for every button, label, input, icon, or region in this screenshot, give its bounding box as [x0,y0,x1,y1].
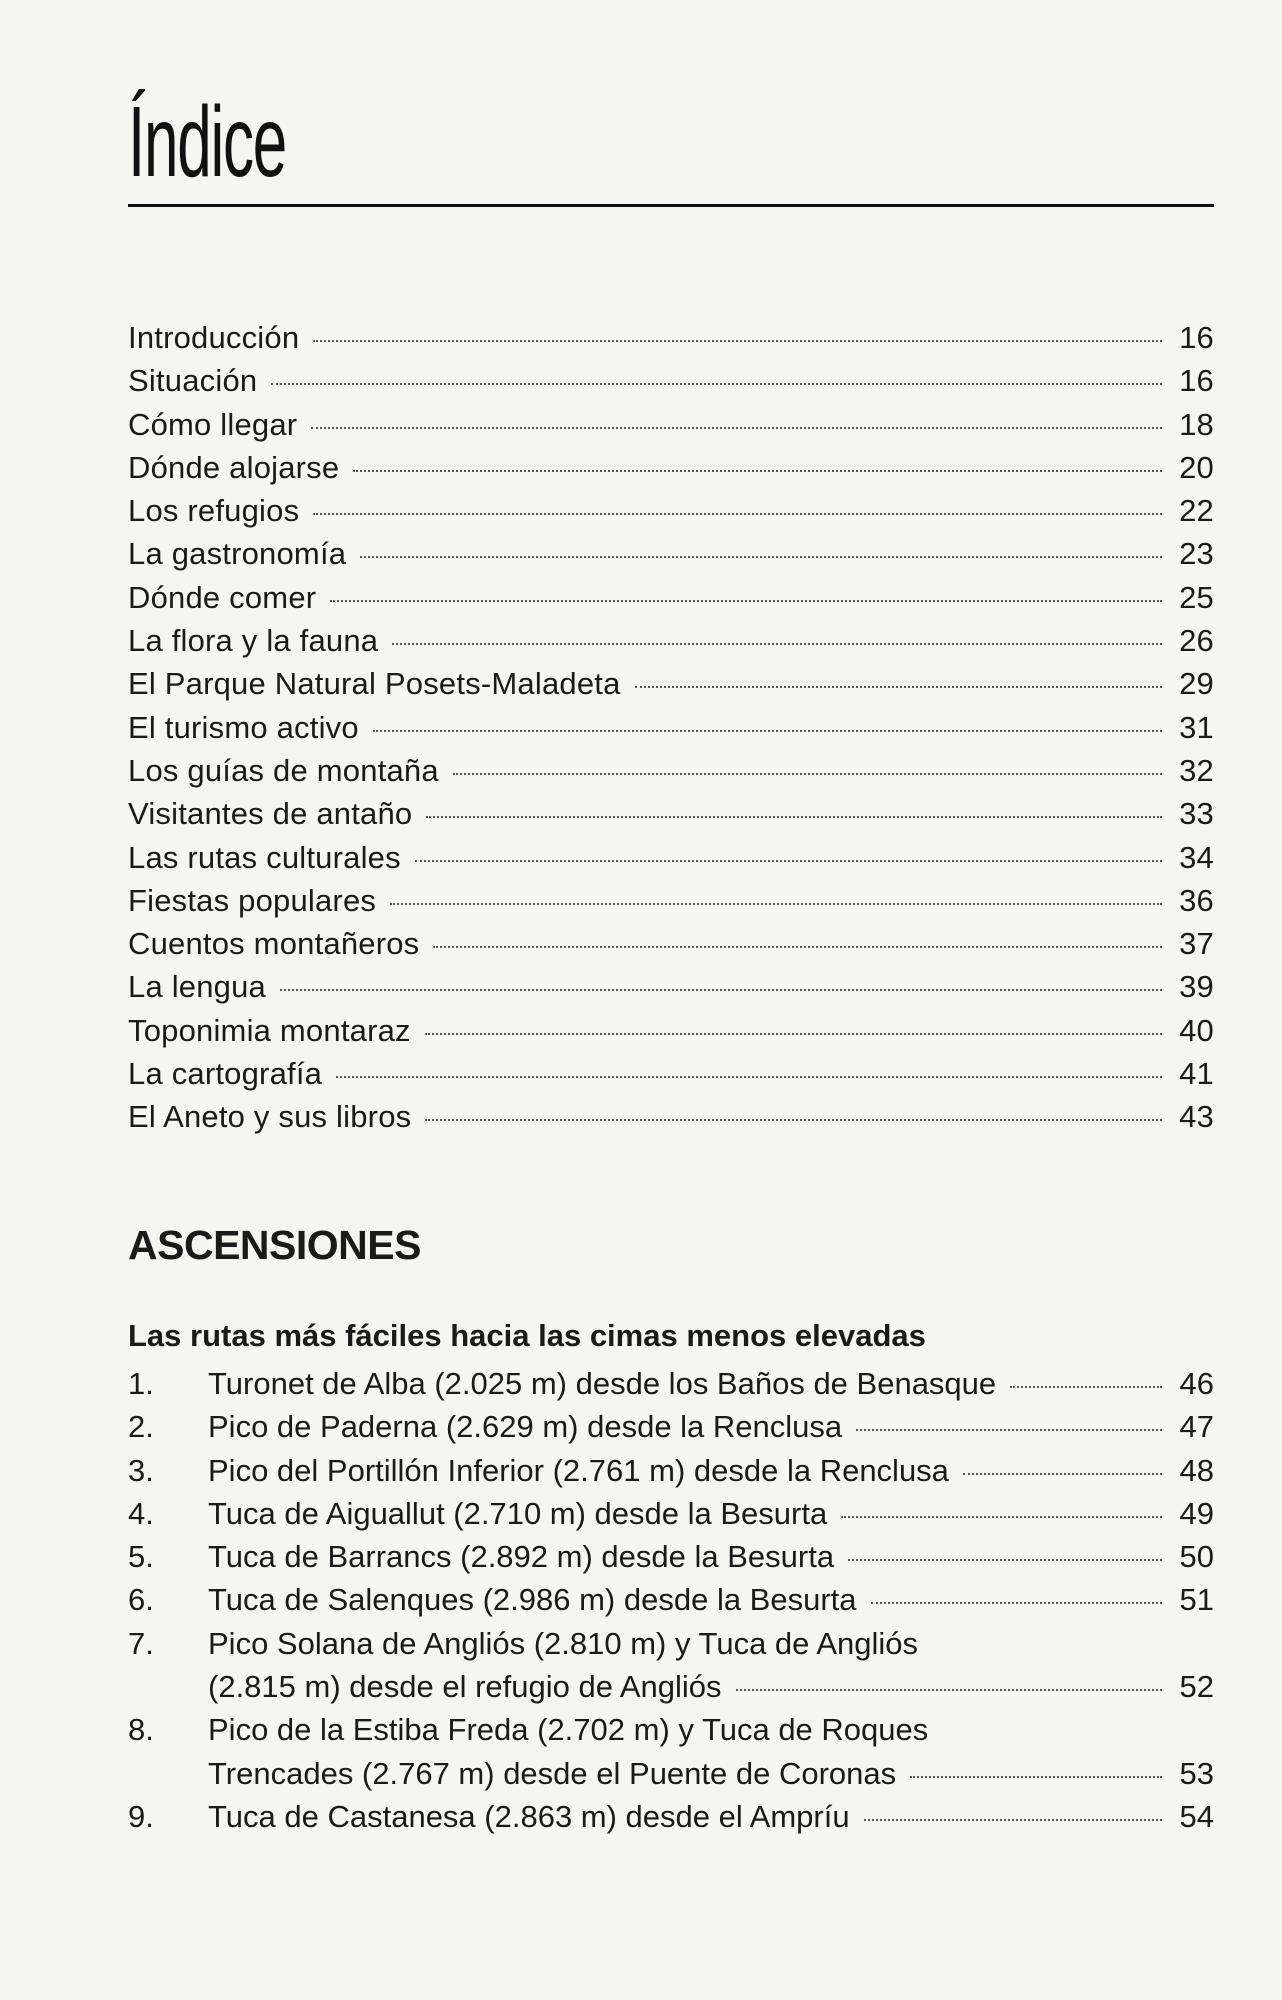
toc-entry[interactable] [128,446,1214,489]
toc-entry-page: 33 [1179,796,1214,832]
toc-list [128,316,1214,1139]
ascent-page: 48 [1179,1452,1214,1488]
toc-entry-page: 18 [1179,406,1214,442]
ascent-entry[interactable] [128,1622,1214,1709]
ascent-number: 5. [128,1539,154,1575]
dot-leader [433,945,1162,948]
ascent-title: Tuca de Aiguallut (2.710 m) desde la Besurta [208,1495,828,1531]
dot-leader [330,599,1162,602]
ascent-page: 46 [1179,1366,1214,1401]
toc-entry[interactable] [128,922,1214,965]
toc-entry-page: 25 [1179,579,1214,615]
ascent-number: 3. [128,1452,154,1488]
dot-leader [864,1818,1162,1821]
toc-entry-label: Fiestas populares [128,882,377,918]
toc-entry[interactable] [128,1095,1214,1138]
toc-entry-page: 39 [1179,969,1214,1005]
dot-leader [392,642,1162,645]
ascent-number: 7. [128,1625,154,1661]
ascent-title: Tuca de Castanesa (2.863 m) desde el Ampríu [208,1798,850,1834]
ascent-title: Tuca de Barrancs (2.892 m) desde la Besurta [208,1539,835,1575]
ascent-title: Pico de la Estiba Freda (2.702 m) y Tuca de Roques [208,1712,929,1748]
toc-entry-label: La gastronomía [128,536,347,572]
toc-entry-label: Visitantes de antaño [128,796,413,832]
toc-entry-label: Dónde alojarse [128,449,340,485]
toc-entry-label: La cartografía [128,1056,323,1092]
ascent-entry[interactable] [128,1449,1214,1492]
toc-entry-page: 16 [1179,363,1214,399]
toc-entry-label: Toponimia montaraz [128,1012,411,1048]
toc-entry[interactable] [128,749,1214,792]
dot-leader [425,1118,1162,1121]
dot-leader [415,859,1162,862]
dot-leader [425,1032,1162,1035]
toc-entry-label: Introducción [128,320,300,355]
toc-entry[interactable] [128,1052,1214,1095]
ascent-title: Pico de Paderna (2.629 m) desde la Renclusa [208,1409,843,1445]
toc-entry-label: Los guías de montaña [128,752,439,788]
ascent-title: Pico del Portillón Inferior (2.761 m) desde la Renclusa [208,1452,949,1488]
toc-entry-label: El turismo activo [128,709,359,745]
ascent-number: 9. [128,1798,154,1834]
toc-entry-page: 16 [1179,320,1214,355]
dot-leader [353,469,1162,472]
ascent-entry[interactable] [128,1795,1214,1838]
dot-leader [871,1601,1162,1604]
toc-entry-page: 37 [1179,926,1214,962]
section-heading: ASCENSIONES [128,1222,421,1268]
ascent-page: 47 [1179,1409,1214,1445]
ascent-page: 50 [1179,1539,1214,1575]
toc-entry-page: 20 [1179,449,1214,485]
ascent-title-cont: (2.815 m) desde el refugio de Angliós [208,1669,722,1705]
ascent-page: 53 [1179,1755,1214,1791]
toc-entry-page: 29 [1179,666,1214,702]
toc-entry-label: Dónde comer [128,579,317,615]
page-title: Índice [128,86,287,198]
ascent-entry[interactable] [128,1578,1214,1621]
toc-entry[interactable] [128,879,1214,922]
toc-entry-label: Situación [128,363,258,399]
toc-entry-label: Los refugios [128,493,300,529]
toc-entry-page: 32 [1179,752,1214,788]
dot-leader [736,1688,1162,1691]
toc-entry-label: La lengua [128,969,266,1005]
title-rule [128,204,1214,207]
dot-leader [1010,1385,1162,1388]
toc-entry[interactable] [128,662,1214,705]
ascent-page: 51 [1179,1582,1214,1618]
toc-entry-label: Las rutas culturales [128,839,401,875]
toc-entry-page: 41 [1179,1056,1214,1092]
ascent-title: Pico Solana de Angliós (2.810 m) y Tuca de Angliós [208,1625,918,1661]
toc-entry[interactable] [128,359,1214,402]
toc-entry-label: La flora y la fauna [128,623,379,659]
toc-entry[interactable] [128,792,1214,835]
toc-entry-page: 40 [1179,1012,1214,1048]
ascent-entry[interactable] [128,1405,1214,1448]
toc-entry[interactable] [128,706,1214,749]
ascent-page: 49 [1179,1495,1214,1531]
toc-entry[interactable] [128,316,1214,359]
subsection-heading: Las rutas más fáciles hacia las cimas menos elevadas [128,1318,926,1353]
ascent-number: 4. [128,1495,154,1531]
ascent-page: 52 [1179,1669,1214,1705]
ascent-number: 8. [128,1712,154,1748]
toc-entry[interactable] [128,619,1214,662]
dot-leader [841,1515,1162,1518]
dot-leader [373,729,1162,732]
dot-leader [280,988,1162,991]
ascent-number: 2. [128,1409,154,1445]
dot-leader [390,902,1162,905]
ascent-title-cont: Trencades (2.767 m) desde el Puente de Coronas [208,1755,897,1791]
ascent-number: 1. [128,1366,154,1401]
dot-leader [271,382,1162,385]
toc-entry[interactable] [128,532,1214,575]
ascent-entry[interactable] [128,1708,1214,1795]
dot-leader [313,339,1162,342]
toc-entry-page: 43 [1179,1099,1214,1135]
ascent-number: 6. [128,1582,154,1618]
toc-entry[interactable] [128,576,1214,619]
toc-entry-label: Cuentos montañeros [128,926,420,962]
ascents-list [128,1362,1214,1838]
dot-leader [963,1472,1162,1475]
toc-entry-label: El Parque Natural Posets-Maladeta [128,666,621,702]
ascent-entry[interactable] [128,1362,1214,1405]
dot-leader [453,772,1162,775]
dot-leader [311,426,1162,429]
dot-leader [635,685,1162,688]
ascent-title: Turonet de Alba (2.025 m) desde los Baños de Benasque [208,1366,997,1401]
ascent-entry[interactable] [128,1535,1214,1578]
toc-entry[interactable] [128,489,1214,532]
toc-entry-page: 31 [1179,709,1214,745]
dot-leader [313,512,1162,515]
toc-entry-page: 22 [1179,493,1214,529]
dot-leader [848,1558,1162,1561]
toc-entry[interactable] [128,403,1214,446]
dot-leader [336,1075,1162,1078]
ascent-entry[interactable] [128,1492,1214,1535]
ascent-page: 54 [1179,1798,1214,1834]
toc-entry[interactable] [128,836,1214,879]
toc-entry-page: 34 [1179,839,1214,875]
toc-entry[interactable] [128,1009,1214,1052]
toc-entry-page: 23 [1179,536,1214,572]
toc-entry-page: 36 [1179,882,1214,918]
dot-leader [856,1428,1162,1431]
dot-leader [360,555,1162,558]
toc-entry[interactable] [128,965,1214,1008]
toc-entry-page: 26 [1179,623,1214,659]
dot-leader [426,815,1162,818]
dot-leader [910,1775,1162,1778]
ascent-title: Tuca de Salenques (2.986 m) desde la Besurta [208,1582,857,1618]
toc-entry-label: Cómo llegar [128,406,298,442]
toc-entry-label: El Aneto y sus libros [128,1099,412,1135]
